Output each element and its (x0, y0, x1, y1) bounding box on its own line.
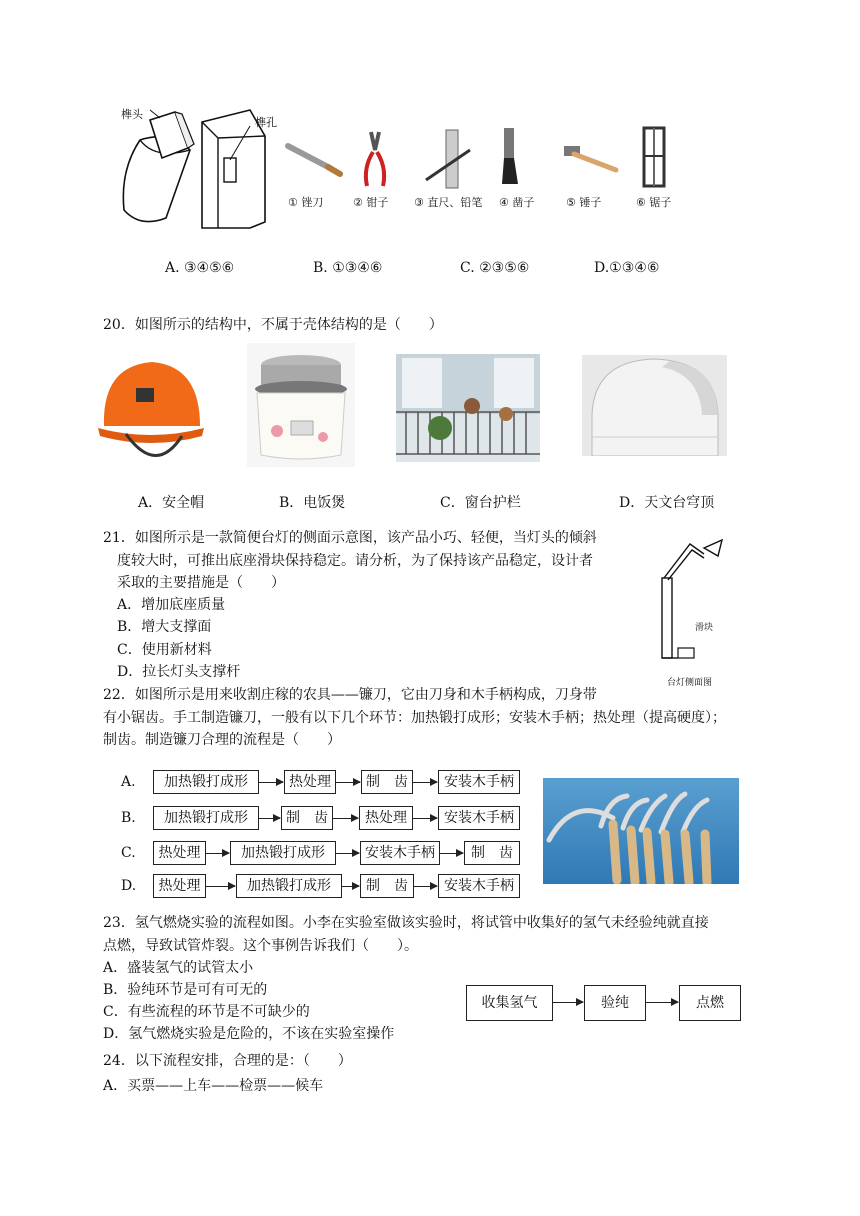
q20-option-a: A．安全帽 (138, 495, 205, 511)
q22-d-arrow-1 (205, 886, 235, 887)
q22-a-step-3: 制 齿 (361, 770, 413, 794)
q24-option-a: A．买票——上车——检票——候车 (103, 1078, 324, 1094)
q21-option-a: A．增加底座质量 (117, 597, 226, 613)
file-tool-icon (284, 140, 344, 180)
tool-label-2: ② 钳子 (353, 196, 389, 209)
q22-row-c-label: C. (121, 845, 136, 861)
q22-c-arrow-2 (335, 853, 359, 854)
q22-c-step-4: 制 齿 (464, 841, 520, 865)
q21-stem-line-3: 采取的主要措施是（ ） (117, 575, 285, 591)
q22-b-arrow-1 (258, 818, 280, 819)
q22-stem-line-2: 有小锯齿。手工制造镰刀，一般有以下几个环节：加热锻打成形；安装木手柄；热处理（提高硬度）； (103, 710, 726, 726)
q20-option-b: B．电饭煲 (279, 495, 346, 511)
q21-option-c: C．使用新材料 (117, 642, 212, 658)
q19-option-c: C. ②③⑤⑥ (460, 260, 530, 276)
hammer-icon (560, 142, 620, 178)
tenon-label: 榫头 (121, 108, 143, 121)
q23-stem-line-2: 点燃，导致试管炸裂。这个事例告诉我们（ ）。 (103, 938, 418, 954)
q22-b-step-3: 热处理 (359, 806, 413, 830)
q19-option-a: A. ③④⑤⑥ (165, 260, 235, 276)
q23-option-b: B．验纯环节是可有可无的 (103, 982, 268, 998)
chisel-icon (498, 126, 528, 188)
tool-label-6: ⑥ 锯子 (636, 196, 672, 209)
q23-option-a: A．盛装氢气的试管太小 (103, 960, 254, 976)
q21-stem-line-2: 度较大时，可推出底座滑块保持稳定。请分析，为了保持该产品稳定，设计者 (117, 553, 593, 569)
q22-d-step-2: 加热锻打成形 (236, 874, 342, 898)
q23-option-d: D．氢气燃烧实验是危险的，不该在实验室操作 (103, 1026, 395, 1042)
q22-b-step-4: 安装木手柄 (438, 806, 520, 830)
q22-b-arrow-3 (412, 818, 437, 819)
q22-a-arrow-1 (258, 782, 283, 783)
flow-arrow-1 (552, 1002, 583, 1003)
q22-stem-line-3: 制齿。制造镰刀合理的流程是（ ） (103, 732, 341, 748)
q21-option-d: D．拉长灯头支撑杆 (117, 664, 241, 680)
desk-lamp-side-figure (650, 530, 730, 665)
q24-stem: 24．以下流程安排，合理的是：（ ） (103, 1053, 352, 1069)
q22-d-arrow-3 (413, 886, 437, 887)
lamp-figure-caption: 台灯侧面图 (667, 678, 713, 688)
q23-option-c: C．有些流程的环节是不可缺少的 (103, 1004, 310, 1020)
q22-a-step-4: 安装木手柄 (438, 770, 520, 794)
flow-purity-test: 验纯 (584, 985, 646, 1021)
q23-stem-line-1: 23．氢气燃烧实验的流程如图。小李在实验室做该实验时，将试管中收集好的氢气未经验纯就直接 (103, 915, 709, 931)
tool-label-1: ① 锉刀 (288, 196, 324, 209)
mortise-label: 榫孔 (255, 116, 277, 129)
rice-cooker-image (247, 343, 355, 467)
tool-label-3: ③ 直尺、铅笔 (414, 196, 483, 209)
pliers-icon (357, 128, 393, 188)
q22-a-step-1: 加热锻打成形 (153, 770, 259, 794)
q22-c-arrow-3 (439, 853, 463, 854)
flow-collect-hydrogen: 收集氢气 (466, 985, 553, 1021)
q21-option-b: B．增大支撑面 (117, 619, 212, 635)
q21-stem-line-1: 21．如图所示是一款简便台灯的侧面示意图，该产品小巧、轻便，当灯头的倾斜 (103, 530, 597, 546)
observatory-dome-image (582, 355, 727, 456)
q22-row-b-label: B. (121, 810, 136, 826)
q22-b-step-1: 加热锻打成形 (153, 806, 259, 830)
flow-ignite: 点燃 (679, 985, 741, 1021)
ruler-pencil-icon (424, 128, 474, 190)
q22-d-step-1: 热处理 (153, 874, 206, 898)
window-railing-image (396, 354, 540, 462)
q22-d-step-3: 制 齿 (360, 874, 414, 898)
q22-b-step-2: 制 齿 (281, 806, 333, 830)
q22-a-step-2: 热处理 (284, 770, 336, 794)
sickles-image (543, 778, 739, 884)
q20-option-d: D．天文台穹顶 (619, 495, 715, 511)
q20-stem: 20．如图所示的结构中，不属于壳体结构的是（ ） (103, 317, 443, 333)
q22-a-arrow-2 (335, 782, 360, 783)
q19-option-b: B. ①③④⑥ (313, 260, 383, 276)
q22-d-arrow-2 (341, 886, 359, 887)
q22-stem-line-1: 22．如图所示是用来收割庄稼的农具——镰刀，它由刀身和木手柄构成，刀身带 (103, 687, 597, 703)
q22-c-arrow-1 (205, 853, 229, 854)
flow-arrow-2 (645, 1002, 678, 1003)
q22-row-a-label: A. (121, 774, 136, 790)
q19-option-d: D.①③④⑥ (594, 260, 660, 276)
slider-label: 滑块 (695, 623, 714, 633)
tool-label-4: ④ 凿子 (499, 196, 535, 209)
q22-b-arrow-2 (332, 818, 358, 819)
q22-c-step-1: 热处理 (153, 841, 206, 865)
q22-c-step-3: 安装木手柄 (360, 841, 440, 865)
q22-row-d-label: D. (121, 878, 137, 894)
q22-a-arrow-3 (412, 782, 437, 783)
safety-helmet-image (96, 346, 206, 471)
q22-d-step-4: 安装木手柄 (438, 874, 520, 898)
tool-label-5: ⑤ 锤子 (566, 196, 602, 209)
saw-icon (640, 126, 670, 188)
q20-option-c: C．窗台护栏 (440, 495, 521, 511)
q22-c-step-2: 加热锻打成形 (230, 841, 336, 865)
